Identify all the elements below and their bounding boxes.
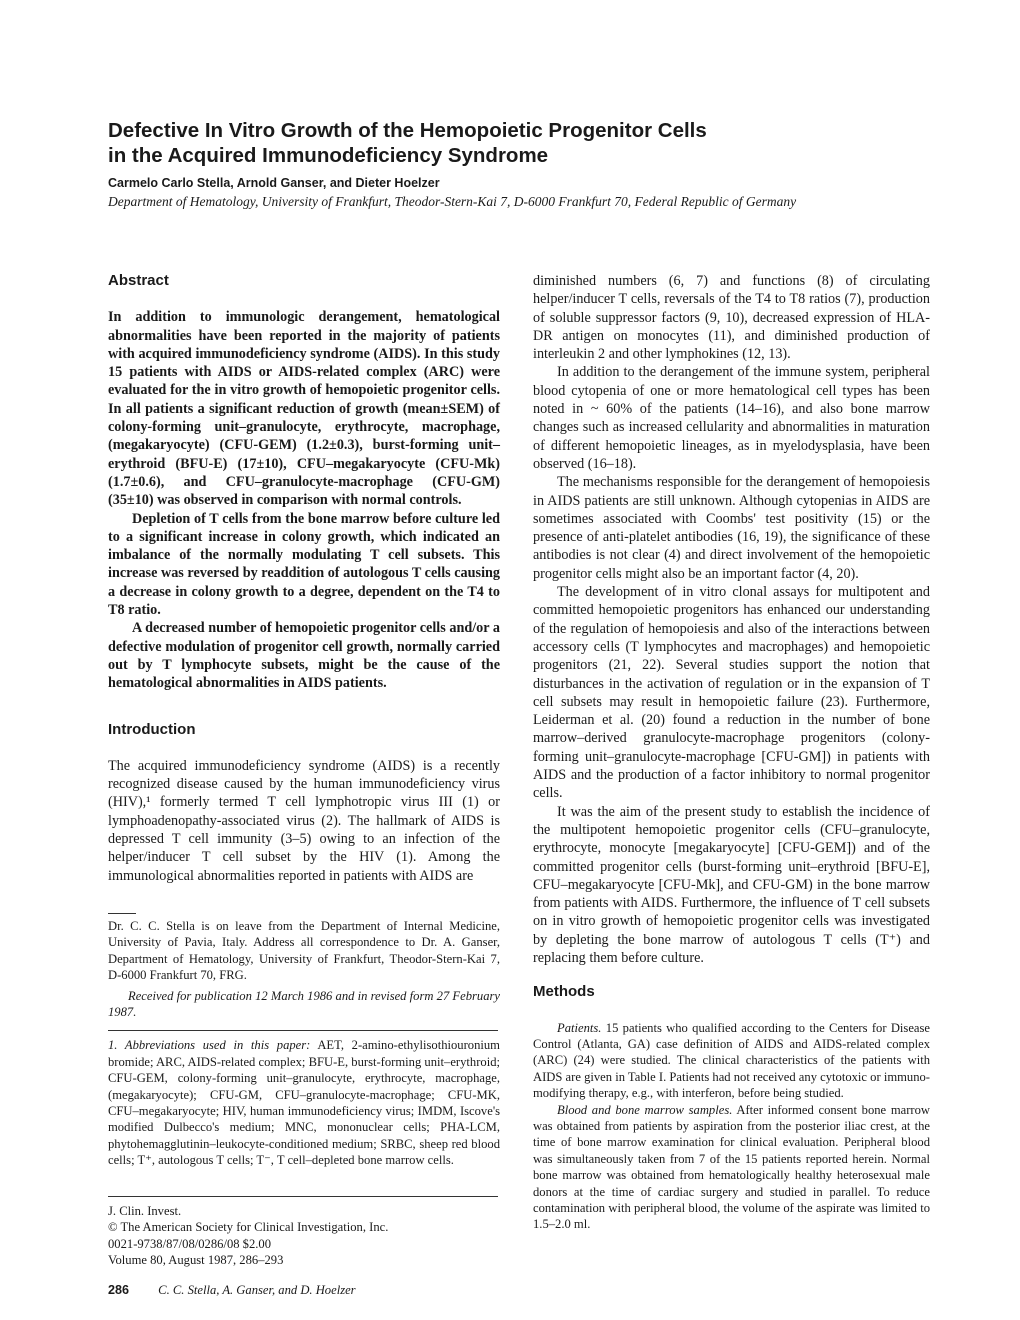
journal-issn: 0021-9738/87/08/0286/08 $2.00 [108, 1236, 272, 1251]
journal-copyright: © The American Society for Clinical Investigation, Inc. [108, 1220, 389, 1235]
journal-info [108, 1196, 500, 1269]
author-footnote: Dr. C. C. Stella is on leave from the Department of Internal Medicine, University of Pavia, Italy. Address all correspondence to Dr. A. Ganser, Department of Hematology, University of Frankfurt, Theodor-Stern-Kai 7, D-6000 Frankfurt 70, FRG. [108, 918, 500, 983]
intro-paragraph-2: In addition to the derangement of the immune system, peripheral blood cytopenia of one or more hematological cell types has been noted in ~ 60% of the patients (14–16), and also bone marrow changes such as increased cellularity and abnormalities in maturation of different hemopoietic lineages, as in myelodysplasia, have been observed (16–18). [533, 364, 930, 472]
journal-divider [108, 1196, 498, 1197]
abstract-paragraph-3: A decreased number of hemopoietic progenitor cells and/or a defective modulation of progenitor cell growth, normally carried out by T lymphocyte subsets, might be the cause of the hematological abnormalities in AIDS patients. [108, 620, 500, 692]
right-column [533, 272, 930, 1233]
received-footnote: Received for publication 12 March 1986 and in revised form 27 February 1987. [108, 988, 500, 1019]
patients-label: Patients. [557, 1020, 602, 1035]
intro-paragraph-5: It was the aim of the present study to establish the incidence of the multipotent hemopoietic progenitor cells (CFU–granulocyte, erythrocyte, monocyte [megakaryocyte] [CFU-GEM]) and of the committed progenitor cells (burst-forming unit–erythroid [BFU-E], CFU–megakaryocyte [CFU-Mk], and CFU-GM) in the bone marrow from patients with AIDS. Furthermore, the influence of T cell subsets on in vitro growth of hemopoietic progenitor cells was investigated by depleting the bone marrow of autologous T cells (T⁺) and replacing them before culture. [533, 803, 930, 966]
samples-label: Blood and bone marrow samples. [557, 1102, 733, 1117]
footnote-divider [108, 913, 136, 914]
methods-samples-paragraph [533, 1102, 930, 1233]
affiliation: Department of Hematology, University of Frankfurt, Theodor-Stern-Kai 7, D-6000 Frankfurt 70, Federal Republic of Germany [108, 194, 797, 209]
abstract-paragraph-1: In addition to immunologic derangement, hematological abnormalities have been reported in the majority of patients with acquired immunodeficiency syndrome (AIDS). In this study 15 patients with AIDS or AIDS-related complex (ARC) were evaluated for the in vitro growth of hemopoietic progenitor cells. In all patients a significant reduction of growth (mean±SEM) of colony-forming unit–granulocyte, erythrocyte, macrophage, (megakaryocyte) (CFU-GEM) (1.2±0.3), burst-forming unit–erythroid (BFU-E) (17±10), CFU–megakaryocyte (CFU-Mk) (1.7±0.6), and CFU–granulocyte-macrophage (CFU-GM) (35±10) was observed in comparison with normal controls. [108, 309, 500, 509]
patients-text: 15 patients who qualified according to the Centers for Disease Control (Atlanta, GA) case definition of AIDS and AIDS-related complex (ARC) (24) were studied. The clinical characteristics of the patients with AIDS are given in Table I. Patients had not received any cytotoxic or immuno-modifying therapy, e.g., with interferon, before being studied. [533, 1020, 930, 1101]
title-line-1: Defective In Vitro Growth of the Hemopoietic Progenitor Cells [108, 119, 707, 142]
introduction-paragraph-1: The acquired immunodeficiency syndrome (AIDS) is a recently recognized disease caused by the human immunodeficiency virus (HIV),¹ formerly termed T cell lymphotropic virus III (1) or lymphoadenopathy-associated virus (2). The hallmark of AIDS is depressed T cell immunity (3–5) owing to an infection of the helper/inducer T cell subset by the HIV (1). Among the immunological abnormalities reported in patients with AIDS are [108, 757, 500, 884]
author-list: Carmelo Carlo Stella, Arnold Ganser, and Dieter Hoelzer [108, 176, 440, 190]
running-authors: C. C. Stella, A. Ganser, and D. Hoelzer [158, 1283, 356, 1297]
methods-heading: Methods [533, 983, 595, 1001]
methods-patients-paragraph [533, 1020, 930, 1102]
title-line-2: in the Acquired Immunodeficiency Syndrome [108, 144, 549, 167]
article-title [108, 118, 928, 168]
abbreviations-label: 1. Abbreviations used in this paper: [108, 1038, 311, 1053]
abstract-paragraph-2: Depletion of T cells from the bone marrow before culture led to a significant increase in colony growth, which indicated an imbalance of the normally modulating T cell subsets. This increase was reversed by readdition of autologous T cells causing a decrease in colony growth to a degree, dependent on the T4 to T8 ratio. [108, 510, 500, 619]
abbreviations-footnote [108, 1037, 500, 1168]
introduction-heading: Introduction [108, 720, 196, 738]
left-column [108, 272, 500, 1169]
journal-volume: Volume 80, August 1987, 286–293 [108, 1253, 284, 1268]
page-number: 286 [108, 1283, 130, 1297]
abstract-heading: Abstract [108, 272, 169, 289]
abstract-section [108, 272, 500, 693]
abbreviations-divider [108, 1030, 498, 1031]
intro-paragraph-3: The mechanisms responsible for the derangement of hemopoiesis in AIDS patients are still unknown. Although cytopenias in AIDS are sometimes associated with Coombs' test positivity (15) or the presence of anti-platelet antibodies (16, 19), the significance of these antibodies is not clear (4) and direct involvement of the hemopoietic progenitor cells might also be an important factor (4, 20). [533, 474, 930, 582]
journal-name: J. Clin. Invest. [108, 1204, 182, 1218]
intro-paragraph-4: The development of in vitro clonal assays for multipotent and committed hemopoietic progenitors has enhanced our understanding of the regulation of hemopoiesis and also of the interactions between accessory cells (T lymphocytes and macrophages) and hemopoietic progenitors (21, 22). Several studies support the notion that disturbances in the activation of regulation or in the expansion of T cell subsets may result in hemopoietic failure (23). Furthermore, Leiderman et al. (20) found a reduction in the number of bone marrow–derived granulocyte-macrophage progenitors (colony-forming unit–granulocyte-macrophage [CFU-GM]) in patients with AIDS and the production of a factor inhibitory to normal progenitor cells. [533, 584, 930, 802]
page-footer [108, 1283, 356, 1298]
intro-paragraph-continued: diminished numbers (6, 7) and functions (8) of circulating helper/inducer T cells, reversals of the T4 to T8 ratios (7), production of soluble suppressor factors (9, 10), decreased expression of HLA-DR antigen on monocytes (11), and diminished production of interleukin 2 and other lymphokines (12, 13). [533, 273, 930, 363]
abbreviations-text: AET, 2-amino-ethylisothiouronium bromide; ARC, AIDS-related complex; BFU-E, burst-forming unit–erythroid; CFU-GEM, colony-forming unit–granulocyte, erythrocyte, macrophage, (megakaryocyte); CFU-GM, CFU–granulocyte-macrophage; CFU-MK, CFU–megakaryocyte; HIV, human immunodeficiency virus; IMDM, Iscove's modified Dulbecco's medium; MNC, mononuclear cells; PHA-LCM, phytohemagglutinin–leukocyte-conditioned medium; SRBC, sheep red blood cells; T⁺, autologous T cells; T⁻, T cell–depleted bone marrow cells. [108, 1038, 500, 1168]
samples-text: After informed consent bone marrow was obtained from patients by aspiration from the posterior iliac crest, at the time of bone marrow examination for clinical evaluation. Peripheral blood was simultaneously taken from 7 of the 15 patients reported herein. Normal bone marrow was obtained from hematologically healthy heterosexual male donors at the time of cardiac surgery and studied in parallel. To reduce contamination with peripheral blood, the volume of the aspirate was limited to 1.5–2.0 ml. [533, 1102, 930, 1232]
